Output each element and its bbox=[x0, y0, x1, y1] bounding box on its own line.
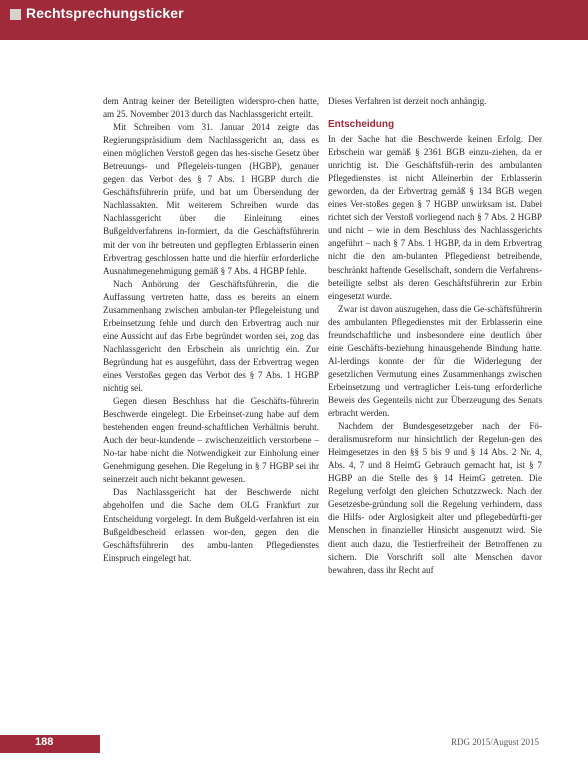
paragraph: Dieses Verfahren ist derzeit noch anhängig. bbox=[328, 96, 487, 106]
page-number: 188 bbox=[35, 736, 54, 748]
paragraph: Mit Schreiben vom 31. Januar 2014 zeigte das Regierungspräsidium dem Nachlassgericht an, dass es einen möglichen Verstoß gegen das hes-sische Gesetz über Betreuungs- und Pflegeleis-tungen (HGBP), genauer gegen das Verbot des § 7 Abs. 1 HGBP durch die Geschäftsführerin prüfe, und bat um Übersendung der Nachlassakten. Mit weiterem Schreiben wurde das Nachlassgericht über die Einleitung eines Bußgeldverfahrens in-formiert, da die Geschäftsführerin mit der von ihr betreuten und gepflegten Erblasserin einen Erbvertrag geschlossen hatte und die hierfür erforderliche Ausnahmegenehmigung gemäß § 7 Abs. 4 HGBP fehle. bbox=[103, 122, 319, 276]
paragraph: Nach Anhörung der Geschäftsführerin, die die Auffassung vertreten hatte, dass es bereits an einem Zusammenhang zwischen ambulan-ter Pflegeleistung und Erbeinsetzung fehle und durch den Erbvertrag auch nur eine Aussicht auf das Erbe begründet worden sei, zog das Nachlassgericht den Erbschein als unrichtig ein. Zur Begründung hat es ausgeführt, dass der Erbvertrag wegen eines Verstoßes gegen das Verbot des § 7 Abs. 1 HGBP nichtig sei. bbox=[103, 278, 319, 394]
left-text-column bbox=[103, 95, 319, 565]
section-heading: Entscheidung bbox=[328, 119, 395, 131]
paragraph: Zwar ist davon auszugehen, dass die Ge-schäftsführerin des ambulanten Pflegedienstes mit der Erblasserin eine freundschaftliche und insbesondere eine deutlich über eine Geschäfts-beziehung hinausgehende Bindung hatte. Al-lerdings konnte der für die Widerlegung der gesetzlichen Vermutung eines Zusammenhangs zwischen Erbeinsetzung und vertraglicher Leis-tung erforderliche Beweis des Gegenteils nicht zur Überzeugung des Senats erbracht werden. bbox=[328, 303, 542, 419]
section-title: Rechtsprechungsticker bbox=[26, 5, 184, 21]
header-square-icon bbox=[10, 9, 21, 20]
journal-reference: RDG 2015/August 2015 bbox=[451, 737, 540, 747]
paragraph: Das Nachlassgericht hat der Beschwerde nicht abgeholfen und die Sache dem OLG Frankfurt zur Entscheidung vorgelegt. In dem Bußgeld-verfahren ist ein Bußgeldbescheid erlassen wor-den, gegen den die Geschäftsführerin des ambu-lanten Pflegedienstes Einspruch eingelegt hat. bbox=[103, 487, 319, 563]
right-text-column bbox=[328, 95, 542, 577]
paragraph: Gegen diesen Beschluss hat die Geschäfts-führerin Beschwerde eingelegt. Die Erbeinset-zung habe auf dem bestehenden engen freund-schaftlichen Verhältnis beruht. Auch der beur-kundende – zwischenzeitlich verstorbene – No-tar habe nicht die Notwendigkeit zur Einholung einer Genehmigung gesehen. Die Regelung in § 7 HGBP sei ihr seinerzeit auch nicht bekannt gewesen. bbox=[103, 396, 319, 485]
paragraph: dem Antrag keiner der Beteiligten widerspro-chen hatte, am 25. November 2013 durch das Nachlassgericht erteilt. bbox=[103, 96, 319, 120]
paragraph: In der Sache hat die Beschwerde keinen Erfolg. Der Erbschein war gemäß § 2361 BGB einzu-ziehen, da er unrichtig ist. Die Geschäftsfüh-rerin des ambulanten Pflegedienstes ist nicht Alleinerbin der Erblasserin geworden, da der Erbvertrag gemäß § 134 BGB wegen eines Ver-stoßes gegen § 7 HGBP unwirksam ist. Dabei richtet sich der Verstoß vorliegend nach § 7 Abs. 2 HGBP und nicht – wie in dem Beschluss des Nachlassgerichts angeführt – nach § 7 Abs. 1 HGBP, da in dem Erbvertrag nicht die den am-bulanten Pflegedienst betreibende, beschränkt haftende Gesellschaft, sondern die Verfahrens-beteiligte selbst als deren Geschäftsführerin zur Erbin eingesetzt wurde. bbox=[328, 134, 542, 301]
paragraph: Nachdem der Bundesgesetzgeber nach der Fö-deralismusreform nur hinsichtlich der Regelun-gen des Heimgesetzes in den §§ 5 bis 9 und § 14 Abs. 2 Nr. 4, Abs. 4, 7 und 8 HeimG Gebrauch gemacht hat, ist § 7 HGBP an die Stelle des § 14 HeimG getreten. Die Regelung verfolgt den gleichen Schutzzweck. Nach der Gesetzesbe-gründung soll die Regelung verhindern, dass die Hilfs- oder Arglosigkeit alter und pflegebedürfti-ger Menschen in finanzieller Hinsicht ausgenutzt wird. Sie dient auch dazu, die Testierfreiheit der Betroffenen zu sichern. Die Vorschrift soll alte Menschen davor bewahren, dass ihr Recht auf bbox=[328, 421, 542, 575]
header-bar bbox=[0, 0, 588, 40]
